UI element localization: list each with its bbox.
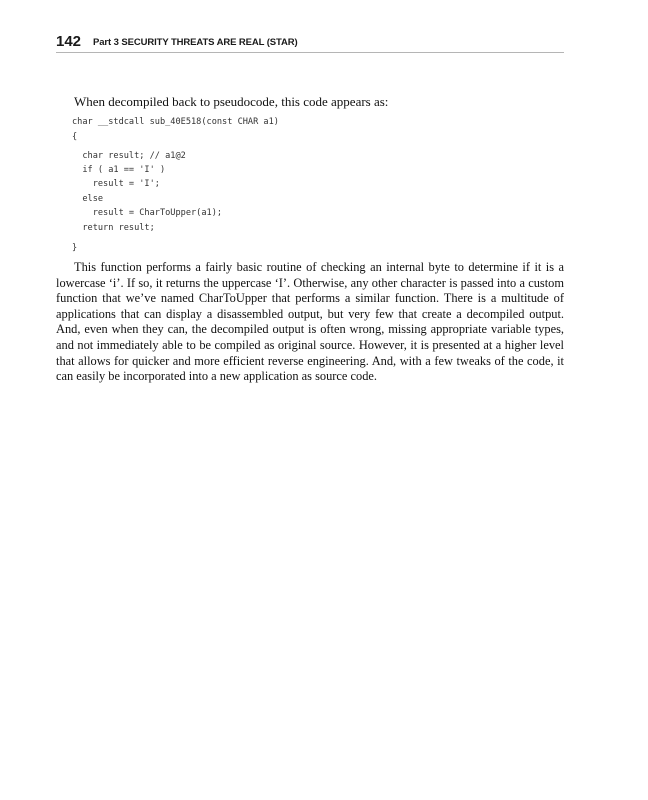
code-line: result = 'I'; (72, 179, 160, 189)
code-line: return result; (72, 223, 155, 233)
code-line: { (72, 132, 78, 142)
code-line: else (72, 194, 104, 204)
code-line: char __stdcall sub_40E518(const CHAR a1) (72, 117, 279, 127)
code-line: if ( a1 == 'I' ) (72, 165, 166, 175)
part-title: Part 3 SECURITY THREATS ARE REAL (STAR) (93, 37, 298, 48)
code-line: } (72, 243, 78, 253)
running-header (56, 34, 564, 53)
intro-sentence: When decompiled back to pseudocode, this code appears as: (74, 94, 389, 109)
code-line: char result; // a1@2 (72, 151, 186, 161)
code-line: result = CharToUpper(a1); (72, 208, 223, 218)
page-number: 142 (56, 33, 82, 50)
body-paragraph: This function performs a fairly basic routine of checking an internal byte to determine if it is a lowercase ‘i’. If so, it returns the uppercase ‘I’. Otherwise, any other character is passed into a custom function that we’ve named CharToUpper that performs a similar function. There is a multitude of applications that can display a disassembled output, but very few that create a decompiled output. And, even when they can, the decompiled output is often wrong, missing appropriate variable types, and not immediately able to be compiled as original source. However, it is presented at a higher level that allows for quicker and more efficient reverse engineering. And, with a few tweaks of the code, it can easily be incorporated into a new application as source code. (56, 260, 564, 384)
